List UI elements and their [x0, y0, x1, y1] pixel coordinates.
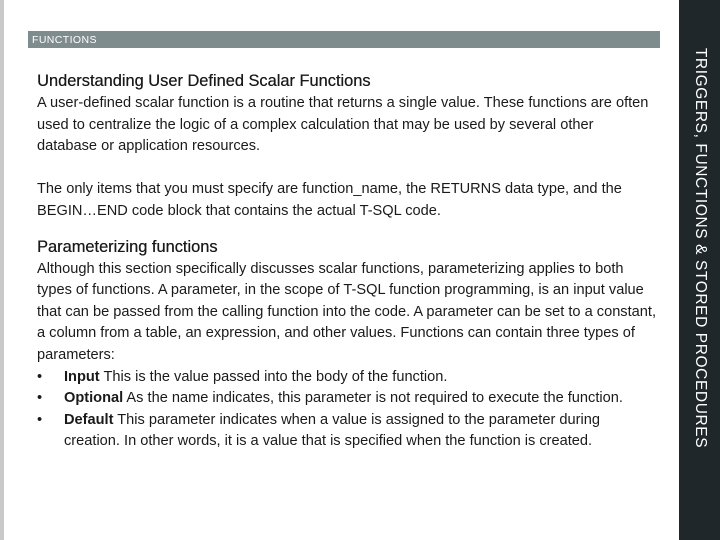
section-label: FUNCTIONS	[32, 34, 97, 46]
description-input: This is the value passed into the body of the function.	[99, 368, 448, 385]
bullet-marker: •	[37, 390, 43, 407]
bullet-marker: •	[37, 368, 43, 385]
parameter-types-list	[37, 367, 657, 453]
section-gap	[37, 223, 657, 235]
side-title-panel	[679, 0, 720, 540]
term-default: Default	[64, 411, 114, 428]
paragraph-scalar-definition: A user-defined scalar function is a routine that returns a single value. These functions are often used to centralize the logic of a complex calculation that may be used by several other database or application resources.	[37, 95, 649, 155]
heading-scalar-functions: Understanding User Defined Scalar Functions	[37, 72, 371, 90]
term-optional: Optional	[64, 390, 124, 407]
list-item-default	[37, 410, 657, 453]
paragraph-required-items: The only items that you must specify are function_name, the RETURNS data type, and the BEGIN…END code block that contains the actual T-SQL code.	[37, 181, 622, 219]
slide-content	[37, 69, 657, 453]
list-item-optional	[37, 388, 657, 410]
side-title: TRIGGERS, FUNCTIONS & STORED PROCEDURES	[691, 47, 709, 449]
bullet-marker: •	[37, 411, 43, 428]
section-header-bar	[28, 31, 660, 48]
description-default: This parameter indicates when a value is assigned to the parameter during creation. In other words, it is a value that is specified when the function is created.	[64, 411, 600, 450]
description-optional: As the name indicates, this parameter is not required to execute the function.	[123, 390, 623, 407]
paragraph-gap	[37, 158, 657, 180]
paragraph-parameters-intro: Although this section specifically discusses scalar functions, parameterizing applies to both types of functions. A parameter, in the scope of T-SQL function programming, is an input value that can be passed from the calling function into the code. A parameter can be set to a constant, a column from a table, an expression, and other values. Functions can contain three types of parameters:	[37, 260, 657, 363]
left-edge-rule	[0, 0, 4, 540]
term-input: Input	[64, 368, 100, 385]
heading-parameterizing: Parameterizing functions	[37, 237, 218, 256]
list-item-input	[37, 367, 657, 389]
